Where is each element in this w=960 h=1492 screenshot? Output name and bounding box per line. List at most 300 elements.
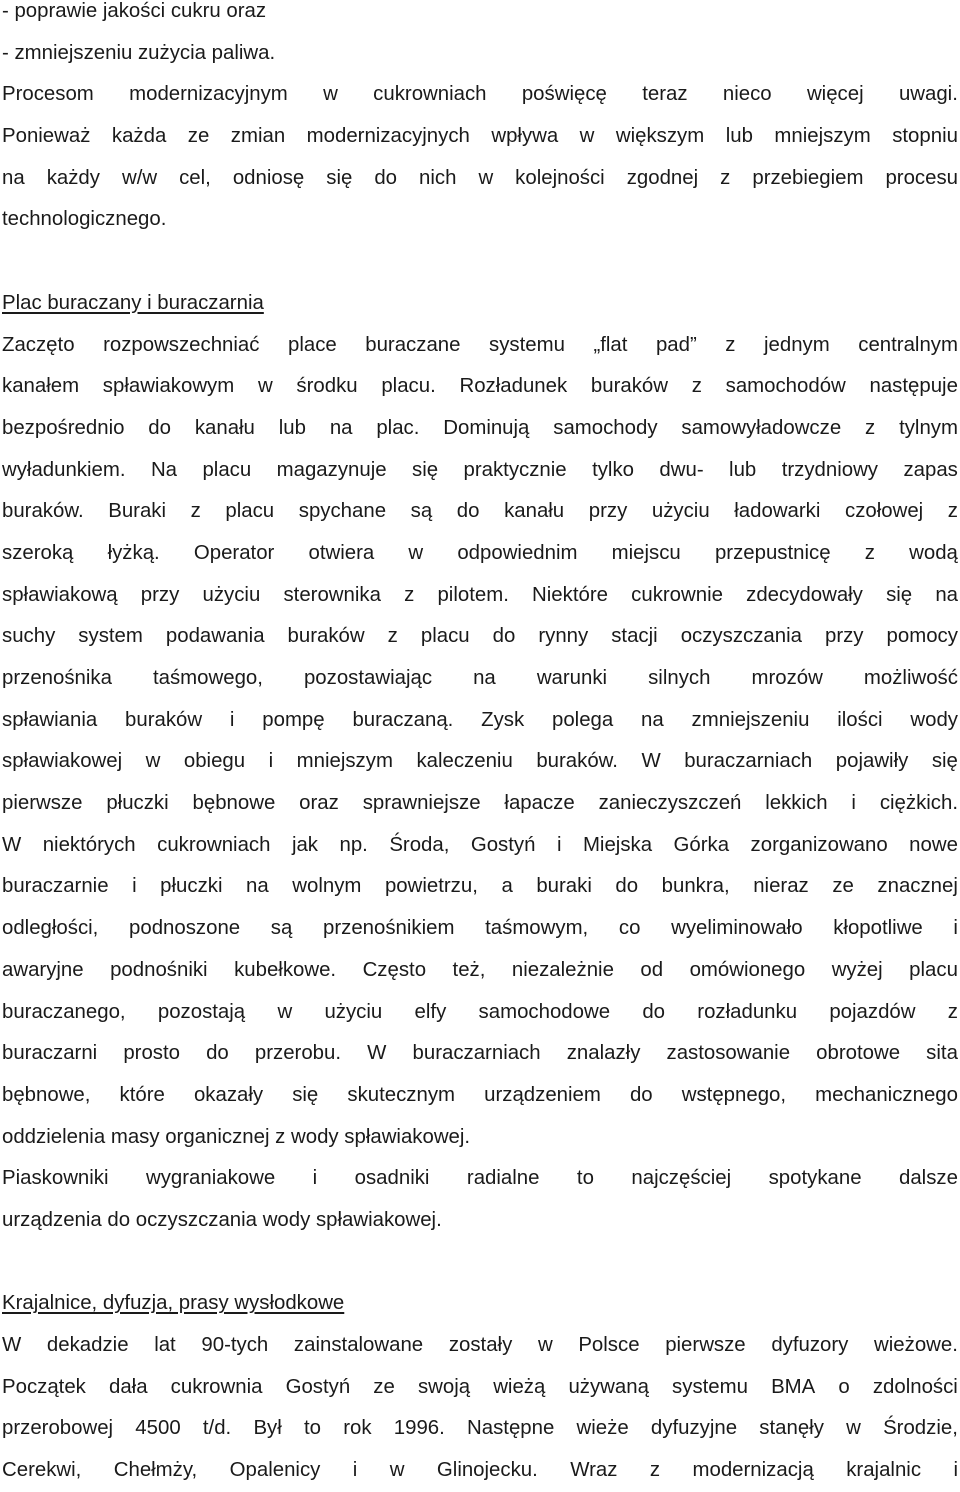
word: to: [576, 1167, 594, 1190]
word: 4500: [135, 1417, 181, 1440]
word: pierwsze: [665, 1334, 746, 1356]
word: otwiera: [308, 541, 375, 564]
word: bezpośrednio: [2, 416, 125, 439]
word: niektórych: [42, 833, 136, 856]
word: buraczarni: [2, 1042, 98, 1065]
word: lub: [729, 458, 757, 481]
word: ciężkich.: [879, 792, 958, 815]
word: zdolności: [872, 1375, 958, 1398]
word: buraki: [536, 875, 592, 898]
word: kanałem: [2, 375, 80, 398]
word: stanęły: [759, 1417, 824, 1440]
paragraph-line: [2, 325, 958, 367]
word: Polsce: [578, 1334, 640, 1356]
word: W: [2, 833, 22, 856]
word: do: [374, 166, 398, 189]
paragraph-line: [2, 1033, 958, 1075]
word: Zysk: [481, 708, 525, 731]
word: jak: [291, 833, 319, 856]
word: więcej: [806, 83, 864, 106]
paragraph-line: [2, 1325, 958, 1367]
word: Następne: [467, 1417, 555, 1440]
word: i: [953, 1459, 958, 1482]
line-text: - poprawie jakości cukru oraz: [2, 0, 267, 22]
word: procesu: [885, 166, 958, 189]
word: W: [367, 1042, 387, 1065]
word: swoją: [417, 1375, 471, 1398]
paragraph-line: [2, 575, 958, 617]
word: które: [119, 1083, 165, 1106]
word: wieże: [576, 1417, 629, 1440]
word: jednym: [764, 333, 830, 356]
word: mechanicznego: [815, 1083, 958, 1106]
word: Gostyń: [285, 1375, 351, 1398]
word: zorganizowano: [750, 833, 888, 856]
section-heading: [2, 283, 958, 325]
word: buraków: [125, 708, 203, 731]
paragraph-line: [2, 908, 958, 950]
word: płuczki: [160, 875, 223, 898]
word: ze: [373, 1375, 395, 1398]
word: pad”: [655, 333, 697, 356]
word: dała: [108, 1375, 148, 1398]
word: bębnowe: [192, 792, 276, 815]
word: następuje: [869, 375, 958, 398]
word: i: [851, 792, 856, 815]
word: Ponieważ: [2, 125, 91, 148]
word: awaryjne: [2, 958, 84, 981]
word: trzydniowy: [781, 458, 879, 481]
word: Rozładunek: [459, 375, 568, 398]
paragraph-line: [2, 116, 958, 158]
section-heading-text: Krajalnice, dyfuzja, prasy wysłodkowe: [2, 1292, 345, 1315]
word: z: [947, 1000, 958, 1023]
word: na: [641, 708, 664, 731]
word: w: [277, 1000, 293, 1023]
word: w: [537, 1334, 553, 1356]
section-paragraph: [2, 325, 958, 1159]
word: nowe: [909, 833, 958, 856]
word: przepustnicę: [714, 541, 831, 564]
word: sterownika: [283, 583, 381, 606]
word: stopniu: [892, 125, 958, 148]
word: mniejszym: [774, 125, 871, 148]
word: i: [953, 917, 958, 940]
word: się: [292, 1083, 319, 1106]
word: W: [641, 750, 661, 773]
word: zastosowanie: [666, 1042, 791, 1065]
section-plac-buraczany: [2, 283, 958, 1242]
word: są: [410, 500, 433, 523]
word: przenośnika: [2, 667, 112, 689]
word: na: [473, 667, 496, 689]
word: do: [492, 625, 516, 648]
word: modernizacją: [692, 1459, 814, 1482]
word: zdecydowały: [746, 583, 863, 606]
word: rozładunku: [697, 1000, 798, 1023]
word: Dominują: [443, 416, 530, 439]
word: odległości,: [2, 917, 99, 940]
word: nieraz: [753, 875, 809, 898]
word: przerobowej: [2, 1417, 114, 1440]
word: Początek: [2, 1375, 86, 1398]
word: urządzeniem: [484, 1083, 601, 1106]
word: z: [691, 375, 702, 398]
word: buraków: [590, 375, 668, 398]
word: cukrownie: [631, 583, 723, 606]
line-text: oddzielenia masy organicznej z wody spławiakowej.: [2, 1125, 471, 1148]
word: łyżką.: [107, 541, 160, 564]
section-heading-text: Plac buraczany i buraczarnia: [2, 291, 264, 314]
word: w/w: [121, 166, 158, 189]
word: pilotem.: [437, 583, 509, 606]
paragraph-line: [2, 199, 958, 241]
word: elfy: [414, 1000, 447, 1023]
word: modernizacyjnych: [306, 125, 470, 148]
word: plac.: [376, 416, 420, 439]
word: zmniejszeniu: [691, 708, 810, 731]
word: do: [642, 1000, 665, 1023]
word: użyciu: [651, 500, 710, 523]
word: modernizacyjnym: [129, 83, 288, 106]
word: buraczaną.: [352, 708, 454, 731]
word: i: [229, 708, 235, 731]
section-spacer: [2, 241, 958, 283]
word: przerobu.: [254, 1042, 342, 1065]
word: z: [725, 333, 736, 356]
word: do: [206, 1042, 229, 1065]
paragraph-line: [2, 1367, 958, 1409]
line-text: technologicznego.: [2, 208, 167, 231]
word: o: [838, 1375, 850, 1398]
word: w: [408, 541, 424, 564]
word: z: [947, 500, 958, 523]
word: buraków.: [536, 750, 618, 773]
word: Często: [362, 958, 427, 981]
word: 1996.: [393, 1417, 445, 1440]
word: łapacze: [504, 792, 575, 815]
word: pomocy: [886, 625, 958, 648]
word: poświęcę: [521, 83, 607, 106]
word: systemu: [672, 1375, 748, 1398]
word: systemu: [489, 333, 565, 356]
word: powietrzu,: [384, 875, 478, 898]
word: placu: [909, 958, 958, 981]
word: Operator: [193, 541, 275, 564]
word: place: [287, 333, 337, 356]
word: system: [78, 625, 143, 648]
word: ze: [832, 875, 854, 898]
word: pojawiły: [835, 750, 909, 773]
word: użyciu: [202, 583, 261, 606]
word: w: [846, 1417, 861, 1440]
word: W: [2, 1334, 22, 1356]
word: z: [720, 166, 731, 189]
word: mrozów: [751, 667, 823, 689]
intro-paragraph: [2, 74, 958, 241]
word: wyładunkiem.: [2, 458, 126, 481]
word: oczyszczania: [680, 625, 802, 648]
word: wieżowe.: [874, 1334, 958, 1356]
word: buraków.: [2, 500, 84, 523]
word: zgodnej: [626, 166, 699, 189]
word: praktycznie: [463, 458, 567, 481]
word: znalazły: [566, 1042, 641, 1065]
word: uwagi.: [898, 83, 958, 106]
word: samochodów: [725, 375, 846, 398]
word: w: [323, 83, 338, 106]
word: od: [640, 958, 664, 981]
word: też,: [452, 958, 486, 981]
word: z: [864, 541, 875, 564]
paragraph-line: [2, 825, 958, 867]
paragraph-line: [2, 1408, 958, 1450]
word: suchy: [2, 625, 56, 648]
paragraph-line: [2, 366, 958, 408]
word: prosto: [123, 1042, 180, 1065]
word: bębnowe,: [2, 1083, 91, 1106]
word: magazynuje: [276, 458, 387, 481]
word: okazały: [193, 1083, 264, 1106]
word: cukrownia: [170, 1375, 263, 1398]
word: i: [556, 833, 562, 856]
word: rozpowszechniać: [103, 333, 260, 356]
word: czołowej: [845, 500, 924, 523]
word: Chełmży,: [113, 1459, 198, 1482]
word: radialne: [466, 1167, 540, 1190]
word: samochodowe: [478, 1000, 611, 1023]
line-text: - zmniejszeniu zużycia paliwa.: [2, 41, 276, 64]
word: Na: [150, 458, 178, 481]
paragraph-line: [2, 741, 958, 783]
word: się: [886, 583, 913, 606]
paragraph-line: [2, 700, 958, 742]
word: cukrowniach: [373, 83, 487, 106]
word: przy: [824, 625, 864, 648]
word: spotykane: [768, 1167, 862, 1190]
word: buraczarniach: [684, 750, 813, 773]
paragraph-line: [2, 658, 958, 700]
word: spławiakowym: [102, 375, 235, 398]
word: z: [865, 416, 876, 439]
word: zanieczyszczeń: [598, 792, 742, 815]
word: niezależnie: [511, 958, 614, 981]
word: sprawniejsze: [362, 792, 481, 815]
word: a: [501, 875, 513, 898]
word: t/d.: [202, 1417, 232, 1440]
word: Środzie,: [883, 1417, 958, 1440]
word: wpływa: [491, 125, 559, 148]
word: cel,: [179, 166, 211, 189]
paragraph-line: [2, 866, 958, 908]
word: stacji: [611, 625, 658, 648]
word: na: [246, 875, 269, 898]
word: kaleczeniu: [416, 750, 513, 773]
word: w: [145, 750, 161, 773]
word: spławiania: [2, 708, 98, 731]
word: ładowarki: [734, 500, 821, 523]
word: dyfuzyjne: [650, 1417, 738, 1440]
word: dekadzie: [46, 1334, 129, 1356]
word: pierwsze: [2, 792, 83, 815]
word: i: [268, 750, 274, 773]
word: wieżą: [493, 1375, 546, 1398]
word: tylko: [592, 458, 634, 481]
word: pompę: [262, 708, 325, 731]
word: Procesom: [2, 83, 94, 106]
section-spacer: [2, 1242, 958, 1284]
word: z: [387, 625, 398, 648]
word: samowyładowcze: [681, 416, 842, 439]
word: z: [404, 583, 415, 606]
paragraph-line: [2, 616, 958, 658]
word: się: [931, 750, 958, 773]
word: i: [312, 1167, 318, 1190]
word: kłopotliwe: [833, 917, 923, 940]
word: wyeliminowało: [671, 917, 803, 940]
word: używaną: [568, 1375, 649, 1398]
section-paragraph: [2, 1325, 958, 1492]
word: się: [326, 166, 353, 189]
word: w: [579, 125, 595, 148]
paragraph-line: [2, 491, 958, 533]
word: lub: [278, 416, 306, 439]
word: pozostają: [157, 1000, 246, 1023]
word: Glinojecku.: [436, 1459, 538, 1482]
word: do: [148, 416, 171, 439]
word: pojazdów: [829, 1000, 916, 1023]
paragraph-line: [2, 158, 958, 200]
word: sita: [926, 1042, 958, 1065]
word: Miejska: [582, 833, 653, 856]
paragraph-line: [2, 1200, 958, 1242]
word: lekkich: [765, 792, 828, 815]
word: każdy: [46, 166, 100, 189]
word: podnoszone: [129, 917, 241, 940]
word: Górka: [673, 833, 730, 856]
word: obrotowe: [816, 1042, 901, 1065]
word: Wraz: [570, 1459, 618, 1482]
word: zmian: [230, 125, 286, 148]
word: wody: [910, 708, 958, 731]
word: obiegu: [183, 750, 246, 773]
paragraph-line: [2, 992, 958, 1034]
word: cukrowniach: [157, 833, 271, 856]
word: do: [456, 500, 480, 523]
word: pozostawiając: [303, 667, 433, 689]
word: buraczanego,: [2, 1000, 126, 1023]
word: samochody: [553, 416, 658, 439]
paragraph-line: [2, 1075, 958, 1117]
word: tylnym: [899, 416, 958, 439]
word: przebiegiem: [752, 166, 864, 189]
word: lat: [154, 1334, 176, 1356]
word: mniejszym: [296, 750, 393, 773]
word: wstępnego,: [681, 1083, 787, 1106]
word: płuczki: [106, 792, 169, 815]
word: nieco: [722, 83, 772, 106]
word: Cerekwi,: [2, 1459, 82, 1482]
word: taśmowego,: [152, 667, 263, 689]
paragraph-line: [2, 408, 958, 450]
word: Zaczęto: [2, 333, 75, 356]
line-text: urządzenia do oczyszczania wody spławiakowej.: [2, 1208, 442, 1231]
word: przenośnikiem: [323, 917, 455, 940]
word: Piaskowniki: [2, 1167, 109, 1190]
paragraph-line: [2, 1117, 958, 1159]
word: taśmowym,: [485, 917, 589, 940]
word: dwu-: [659, 458, 704, 481]
word: placu.: [381, 375, 436, 398]
word: znacznej: [877, 875, 958, 898]
word: centralnym: [858, 333, 958, 356]
word: i: [352, 1459, 358, 1482]
word: rok: [343, 1417, 372, 1440]
word: odniosę: [232, 166, 305, 189]
word: silnych: [648, 667, 711, 689]
word: np.: [339, 833, 368, 856]
word: omówionego: [689, 958, 806, 981]
word: i: [132, 875, 137, 898]
word: zapas: [903, 458, 958, 481]
intro-list: [2, 0, 958, 74]
word: nich: [419, 166, 457, 189]
section-heading: [2, 1283, 958, 1325]
word: buraczarniach: [412, 1042, 541, 1065]
word: z: [190, 500, 201, 523]
word: Buraki: [108, 500, 167, 523]
word: lub: [725, 125, 753, 148]
word: osadniki: [354, 1167, 430, 1190]
word: wolnym: [292, 875, 362, 898]
word: szeroką: [2, 541, 74, 564]
word: rynny: [538, 625, 589, 648]
word: ze: [187, 125, 210, 148]
word: na: [329, 416, 353, 439]
word: wodą: [909, 541, 958, 564]
word: spychane: [298, 500, 387, 523]
word: kanału: [194, 416, 255, 439]
word: podawania: [165, 625, 265, 648]
word: Gostyń: [470, 833, 536, 856]
word: dyfuzory: [771, 1334, 849, 1356]
word: do: [615, 875, 639, 898]
word: możliwość: [863, 667, 958, 689]
word: wygraniakowe: [145, 1167, 276, 1190]
word: podnośniki: [110, 958, 208, 981]
word: buraczane: [365, 333, 461, 356]
word: bunkra,: [661, 875, 730, 898]
word: to: [304, 1417, 322, 1440]
word: oraz: [299, 792, 339, 815]
word: spławiakową: [2, 583, 118, 606]
paragraph-line: [2, 1158, 958, 1200]
word: 90-tych: [201, 1334, 269, 1356]
word: środku: [296, 375, 358, 398]
word: miejscu: [611, 541, 681, 564]
word: każda: [111, 125, 167, 148]
word: w: [478, 166, 494, 189]
paragraph-line: [2, 450, 958, 492]
word: najczęściej: [631, 1167, 732, 1190]
word: Niektóre: [532, 583, 608, 606]
word: wyżej: [831, 958, 883, 981]
word: warunki: [536, 667, 608, 689]
word: są: [270, 917, 293, 940]
word: odpowiednim: [457, 541, 578, 564]
word: kolejności: [515, 166, 605, 189]
word: teraz: [642, 83, 688, 106]
